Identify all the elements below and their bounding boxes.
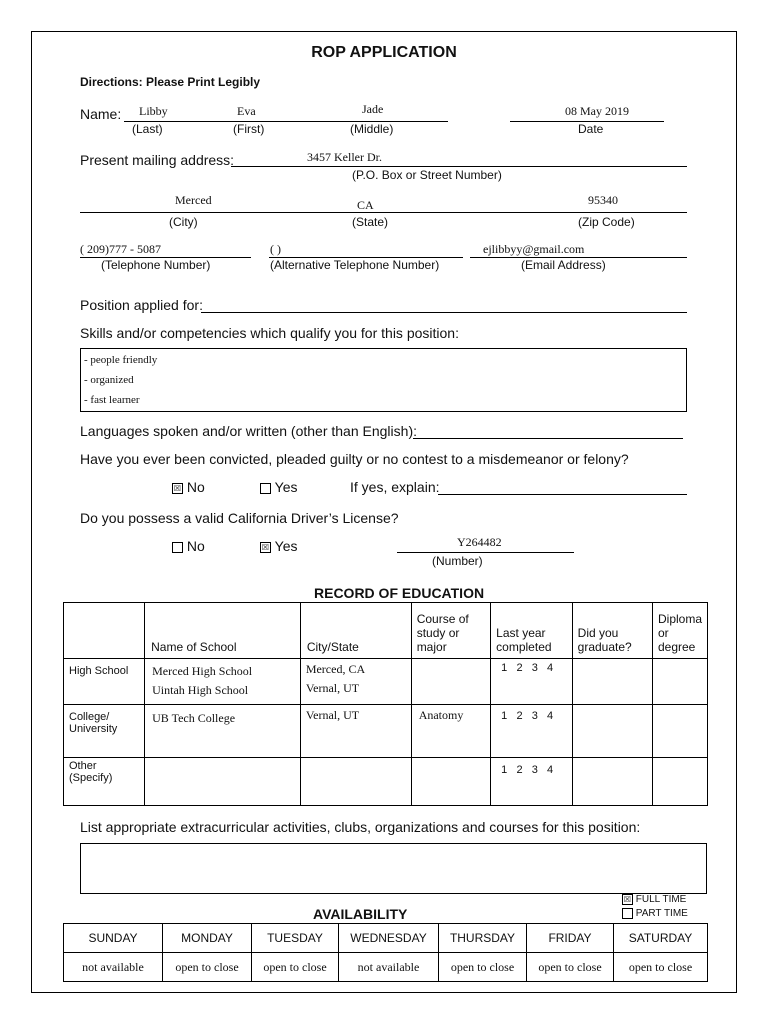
part-time-label: PART TIME [635,908,688,920]
phone-value[interactable]: ( 209)777 - 5087 [80,242,161,256]
skill-item: - organized [84,374,134,386]
checkbox-icon[interactable] [622,908,633,919]
phone-caption: (Telephone Number) [101,258,211,272]
availability-cell[interactable]: open to close [527,953,614,982]
year-cell[interactable]: 1 2 3 4 [491,758,572,806]
education-table [63,602,708,806]
email-value[interactable]: ejlibbyy@gmail.com [483,242,585,256]
course-cell[interactable] [411,758,490,806]
position-label: Position applied for: [80,297,203,313]
checkbox-icon[interactable] [260,483,271,494]
middle-caption: (Middle) [350,122,394,136]
extracurricular-box[interactable] [80,843,707,894]
header-cell [64,603,145,659]
graduate-cell[interactable] [572,758,652,806]
course-cell[interactable] [411,659,490,705]
license-no-option[interactable] [172,538,205,554]
zip-value[interactable]: 95340 [588,193,618,207]
graduate-cell[interactable] [572,705,652,758]
alt-phone-caption: (Alternative Telephone Number) [270,258,440,272]
city-cell[interactable] [300,659,411,705]
full-time-label: FULL TIME [635,894,687,906]
license-no-label: No [186,538,205,554]
checkbox-icon[interactable]: ☒ [623,895,632,904]
alt-phone-value[interactable]: ( ) [270,242,281,256]
table-row [64,924,708,953]
header-cell: Course of study or major [411,603,490,659]
checkbox-icon[interactable]: ☒ [261,542,270,552]
availability-cell[interactable]: not available [339,953,439,982]
city-caption: (City) [169,215,198,229]
availability-cell[interactable]: open to close [614,953,708,982]
availability-cell[interactable]: open to close [252,953,339,982]
table-row [64,705,708,758]
row-label: College/ University [64,705,145,758]
page-title: ROP APPLICATION [311,44,457,61]
street-caption: (P.O. Box or Street Number) [352,168,502,182]
row-label: High School [64,659,145,705]
table-row [64,953,708,982]
skills-box[interactable] [80,348,687,412]
zip-caption: (Zip Code) [578,215,635,229]
header-cell: Did you graduate? [572,603,652,659]
last-caption: (Last) [132,122,163,136]
full-time-option[interactable] [622,894,686,905]
address-label: Present mailing address: [80,152,235,168]
table-row [64,758,708,806]
date-caption: Date [578,122,604,136]
middle-name-value[interactable]: Jade [362,102,384,116]
explain-label: If yes, explain: [350,479,440,495]
skill-item: - fast learner [84,394,140,406]
graduate-cell[interactable] [572,659,652,705]
state-caption: (State) [352,215,389,229]
name-label: Name: [80,106,122,122]
day-header: FRIDAY [527,924,614,953]
school-name: Uintah High School [152,683,249,697]
day-header: MONDAY [163,924,252,953]
license-yes-option[interactable] [260,538,297,554]
school-cell[interactable] [145,758,301,806]
license-question: Do you possess a valid California Driver’s License? [80,510,399,526]
conviction-no-label: No [186,479,205,495]
city-state: Vernal, UT [305,681,360,695]
header-cell: Last year completed [491,603,572,659]
header-cell: Diploma or degree [652,603,707,659]
school-cell[interactable] [145,659,301,705]
checkbox-icon[interactable]: ☒ [173,483,182,493]
header-cell: City/State [300,603,411,659]
license-yes-label: Yes [274,538,298,554]
diploma-cell[interactable] [652,659,707,705]
street-value[interactable]: 3457 Keller Dr. [307,150,382,164]
state-value[interactable]: CA [357,198,374,212]
year-cell[interactable]: 1 2 3 4 [491,705,572,758]
city-value[interactable]: Merced [175,193,212,207]
date-value[interactable]: 08 May 2019 [565,104,629,118]
table-row [64,603,708,659]
year-cell[interactable]: 1 2 3 4 [491,659,572,705]
conviction-no-option[interactable] [172,479,205,495]
conviction-yes-label: Yes [274,479,298,495]
diploma-cell[interactable] [652,758,707,806]
license-number-caption: (Number) [432,554,483,568]
day-header: TUESDAY [252,924,339,953]
license-number-value[interactable]: Y264482 [457,535,502,549]
email-caption: (Email Address) [521,258,606,272]
extracurricular-label: List appropriate extracurricular activities, clubs, organizations and courses for this position: [80,819,641,835]
day-header: WEDNESDAY [339,924,439,953]
day-header: SATURDAY [614,924,708,953]
skills-label: Skills and/or competencies which qualify you for this position: [80,325,459,341]
first-caption: (First) [233,122,265,136]
checkbox-icon[interactable] [172,542,183,553]
directions: Directions: Please Print Legibly [80,75,261,89]
availability-cell[interactable]: open to close [439,953,527,982]
availability-cell[interactable]: not available [64,953,163,982]
day-header: THURSDAY [439,924,527,953]
part-time-option[interactable] [622,908,688,919]
diploma-cell[interactable] [652,705,707,758]
day-header: SUNDAY [64,924,163,953]
conviction-question: Have you ever been convicted, pleaded guilty or no contest to a misdemeanor or felony? [80,451,629,467]
availability-cell[interactable]: open to close [163,953,252,982]
skill-item: - people friendly [84,354,158,366]
school-cell[interactable]: UB Tech College [145,705,301,758]
conviction-yes-option[interactable] [260,479,297,495]
city-state: Merced, CA [305,662,366,676]
first-name-value[interactable]: Eva [237,104,256,118]
education-title: RECORD OF EDUCATION [314,585,485,601]
city-cell[interactable] [300,758,411,806]
application-form [31,31,737,993]
languages-label: Languages spoken and/or written (other than English): [80,423,417,439]
table-row [64,659,708,705]
header-cell: Name of School [145,603,301,659]
availability-title: AVAILABILITY [313,906,408,922]
availability-table [63,923,708,982]
city-cell[interactable]: Vernal, UT [300,705,411,758]
school-name: Merced High School [152,664,253,678]
course-cell[interactable]: Anatomy [411,705,490,758]
row-label: Other (Specify) [64,758,145,806]
last-name-value[interactable]: Libby [139,104,168,118]
